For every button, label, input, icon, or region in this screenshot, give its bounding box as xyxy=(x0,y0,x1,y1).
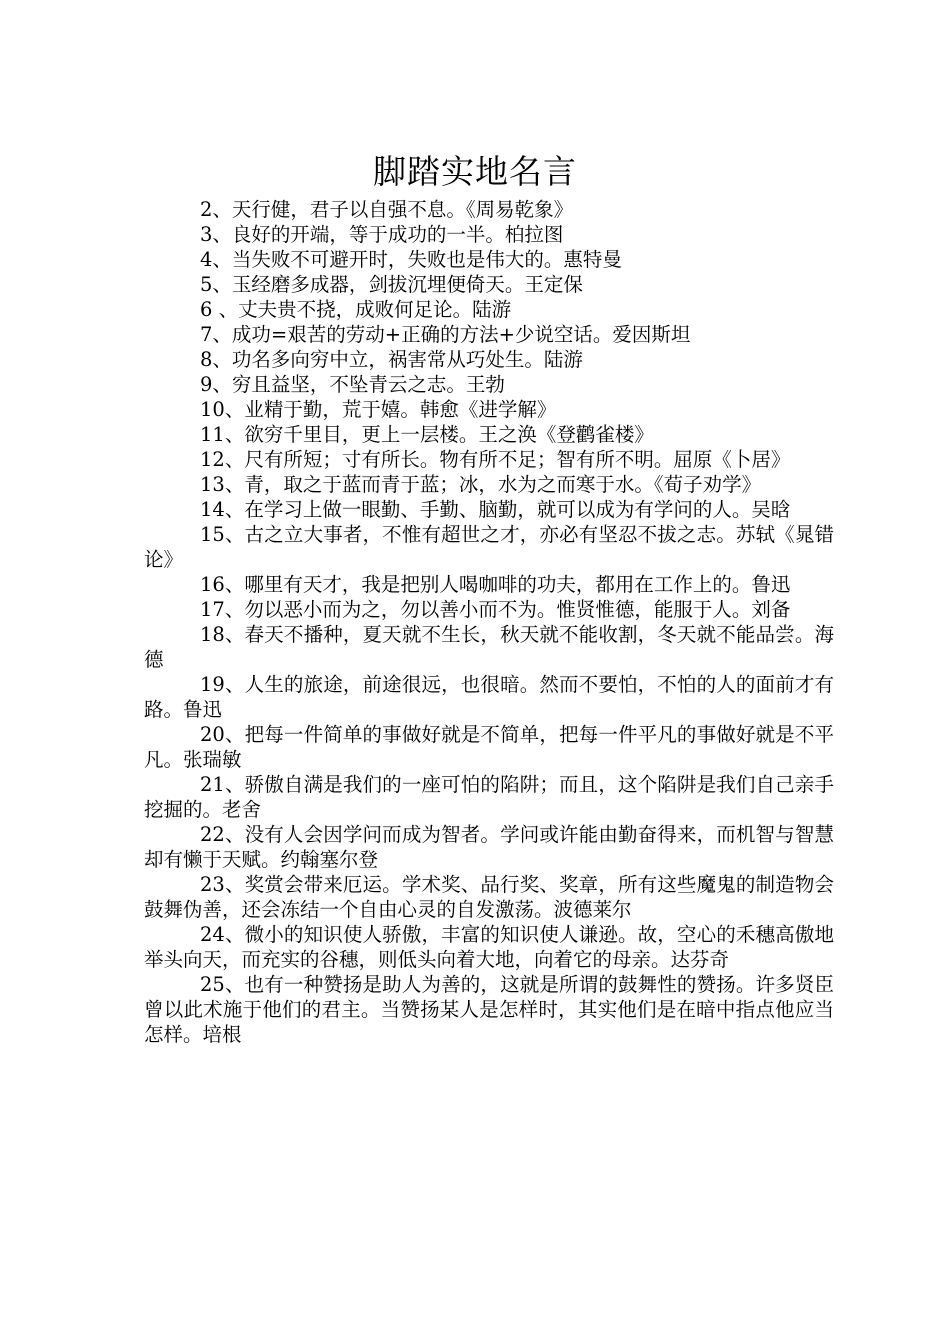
quote-item: 20、把每一件简单的事做好就是不简单，把每一件平凡的事做好就是不平凡。张瑞敏 xyxy=(144,723,834,771)
quote-item: 12、尺有所短；寸有所长。物有所不足；智有所不明。屈原《卜居》 xyxy=(200,448,791,471)
quote-item: 15、古之立大事者，不惟有超世之才，亦必有坚忍不拔之志。苏轼《晁错论》 xyxy=(144,523,834,571)
quote-item: 6 、丈夫贵不挠，成败何足论。陆游 xyxy=(200,298,512,321)
page-title: 脚踏实地名言 xyxy=(373,152,577,192)
quote-item: 5、玉经磨多成器，剑拔沉埋便倚天。王定保 xyxy=(200,273,583,296)
quote-item: 22、没有人会因学问而成为智者。学问或许能由勤奋得来，而机智与智慧却有懒于天赋。约翰塞尔登 xyxy=(144,823,834,871)
quote-item: 24、微小的知识使人骄傲，丰富的知识使人谦逊。故，空心的禾穗高傲地举头向天，而充实的谷穗，则低头向着大地，向着它的母亲。达芬奇 xyxy=(144,923,834,971)
quote-item: 19、人生的旅途，前途很远，也很暗。然而不要怕，不怕的人的面前才有路。鲁迅 xyxy=(144,673,834,721)
quote-item: 16、哪里有天才，我是把别人喝咖啡的功夫，都用在工作上的。鲁迅 xyxy=(200,573,791,596)
quote-item: 8、功名多向穷中立，祸害常从巧处生。陆游 xyxy=(200,348,583,371)
quote-item: 23、奖赏会带来厄运。学术奖、品行奖、奖章，所有这些魔鬼的制造物会鼓舞伪善，还会冻结一个自由心灵的自发激荡。波德莱尔 xyxy=(144,873,834,921)
quote-item: 14、在学习上做一眼勤、手勤、脑勤，就可以成为有学问的人。吴晗 xyxy=(200,498,791,521)
quote-item: 3、良好的开端，等于成功的一半。柏拉图 xyxy=(200,223,564,246)
quote-item: 25、也有一种赞扬是助人为善的，这就是所谓的鼓舞性的赞扬。许多贤臣曾以此术施于他们的君主。当赞扬某人是怎样时，其实他们是在暗中指点他应当怎样。培根 xyxy=(144,973,834,1046)
quote-item: 17、勿以恶小而为之，勿以善小而不为。惟贤惟德，能服于人。刘备 xyxy=(200,598,791,621)
quote-item: 11、欲穷千里目，更上一层楼。王之涣《登鹳雀楼》 xyxy=(200,423,654,446)
quote-list xyxy=(144,197,834,1047)
quote-item: 18、春天不播种，夏天就不生长，秋天就不能收割，冬天就不能品尝。海德 xyxy=(144,623,834,671)
quote-item: 13、青，取之于蓝而青于蓝；冰，水为之而寒于水。《荀子劝学》 xyxy=(200,473,762,496)
quote-item: 2、天行健，君子以自强不息。《周易乾象》 xyxy=(200,198,574,221)
quote-item: 7、成功=艰苦的劳动+正确的方法+少说空话。爱因斯坦 xyxy=(200,323,691,346)
quote-item: 21、骄傲自满是我们的一座可怕的陷阱；而且，这个陷阱是我们自己亲手挖掘的。老舍 xyxy=(144,773,834,821)
quote-item: 10、业精于勤，荒于嬉。韩愈《进学解》 xyxy=(200,398,557,421)
quote-item: 9、穷且益坚，不坠青云之志。王勃 xyxy=(200,373,505,396)
quote-item: 4、当失败不可避开时，失败也是伟大的。惠特曼 xyxy=(200,248,622,271)
